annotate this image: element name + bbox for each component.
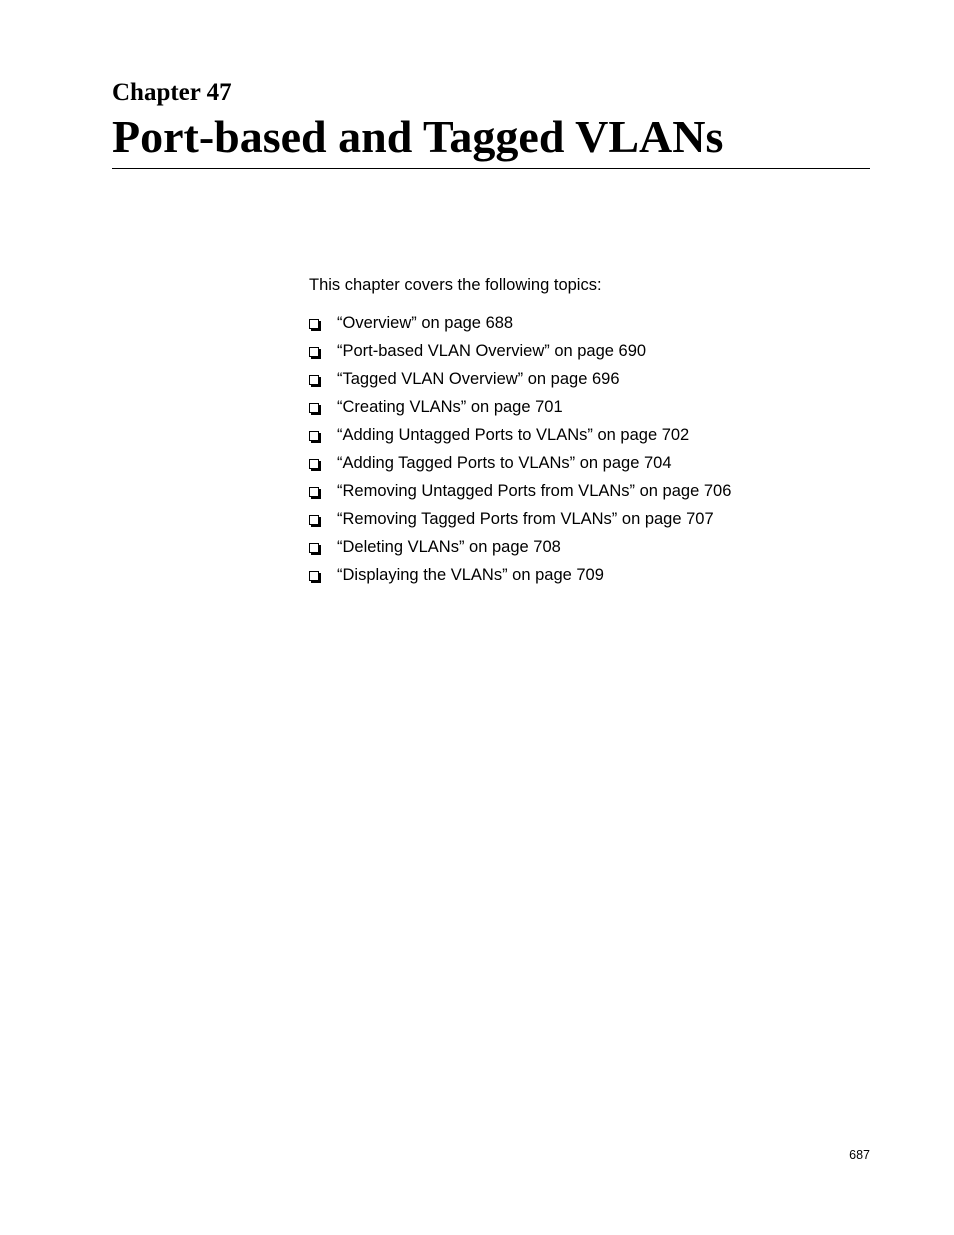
topic-link[interactable]: “Removing Tagged Ports from VLANs” on page 707 <box>337 510 714 528</box>
checkbox-icon <box>309 431 319 441</box>
checkbox-icon <box>309 403 319 413</box>
topic-link[interactable]: “Creating VLANs” on page 701 <box>337 398 563 416</box>
checkbox-icon <box>309 459 319 469</box>
chapter-title: Port-based and Tagged VLANs <box>112 111 724 162</box>
topic-link[interactable]: “Adding Untagged Ports to VLANs” on page 702 <box>337 426 690 444</box>
checkbox-icon <box>309 319 319 329</box>
page-number: 687 <box>849 1148 870 1162</box>
topic-link[interactable]: “Overview” on page 688 <box>337 314 514 332</box>
topic-link[interactable]: “Adding Tagged Ports to VLANs” on page 704 <box>337 454 672 472</box>
checkbox-icon <box>309 375 319 385</box>
topic-link[interactable]: “Deleting VLANs” on page 708 <box>337 538 561 556</box>
checkbox-icon <box>309 347 319 357</box>
chapter-label: Chapter 47 <box>112 79 232 106</box>
title-divider <box>112 168 870 169</box>
checkbox-icon <box>309 571 319 581</box>
checkbox-icon <box>309 515 319 525</box>
checkbox-icon <box>309 487 319 497</box>
topic-link[interactable]: “Displaying the VLANs” on page 709 <box>337 566 604 584</box>
checkbox-icon <box>309 543 319 553</box>
intro-text: This chapter covers the following topics: <box>309 276 602 294</box>
topic-link[interactable]: “Tagged VLAN Overview” on page 696 <box>337 370 620 388</box>
topic-link[interactable]: “Removing Untagged Ports from VLANs” on page 706 <box>337 482 732 500</box>
topic-link[interactable]: “Port-based VLAN Overview” on page 690 <box>337 342 647 360</box>
